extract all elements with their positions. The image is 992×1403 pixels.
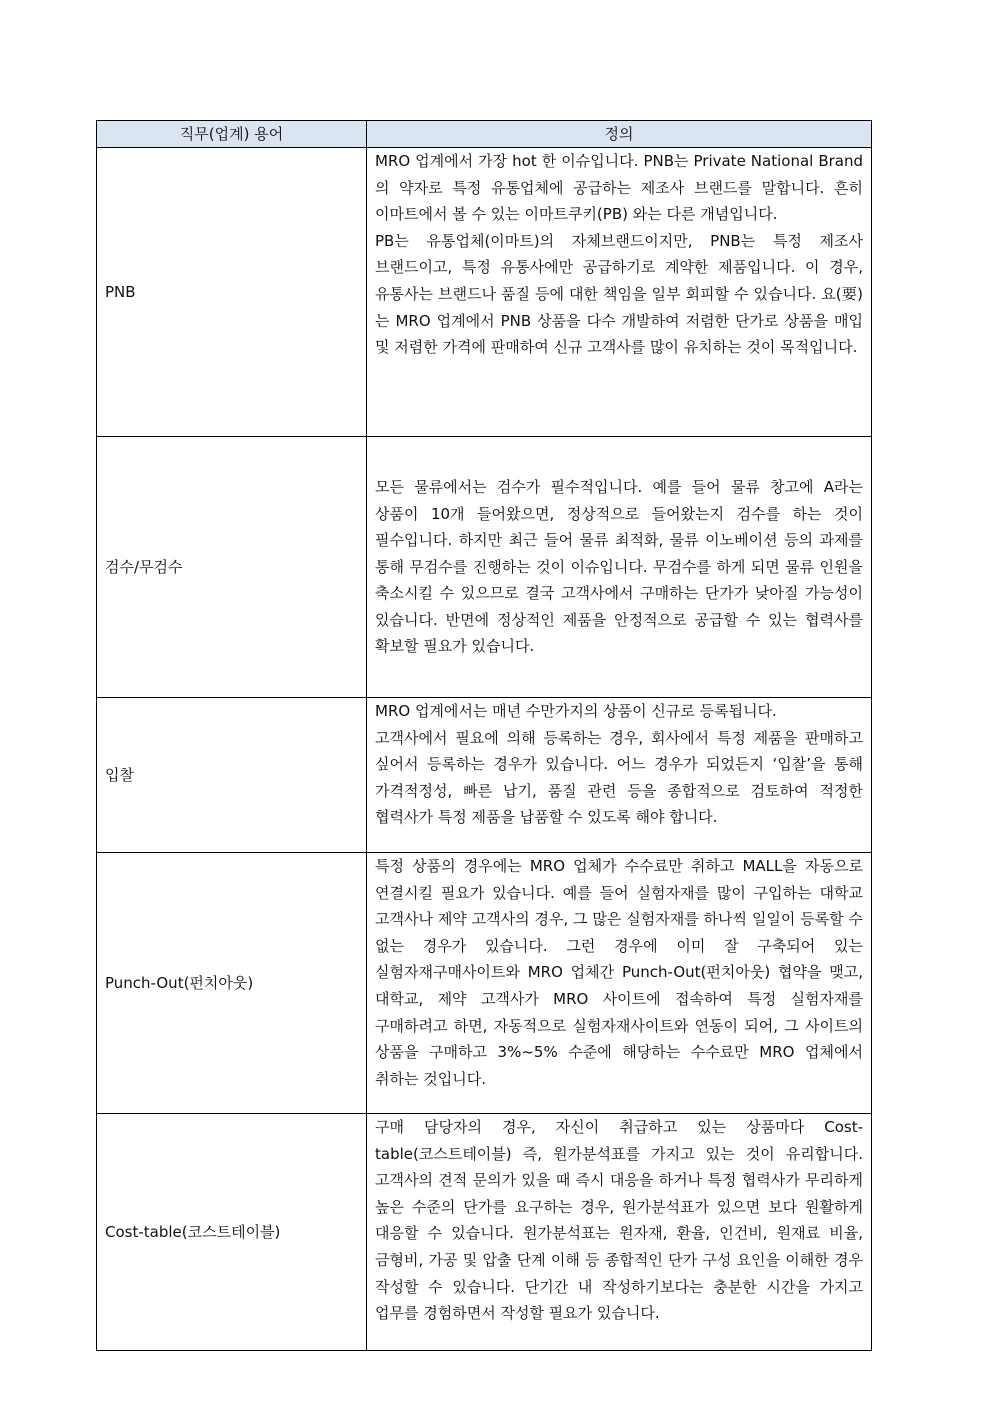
definition-cell (367, 853, 872, 1114)
definition-paragraph: 특정 상품의 경우에는 MRO 업체가 수수료만 취하고 MALL을 자동으로 연결시킬 필요가 있습니다. 예를 들어 실험자재를 많이 구입하는 대학교 고객사나 제약 고객사의 경우, 그 많은 실험자재를 하나씩 일일이 등록할 수 없는 경우가 있습니다. 그런 경우에 이미 잘 구축되어 있는 실험자재구매사이트와 MRO 업체간 Punch-Out(펀치아웃) 협약을 맺고, 대학교, 제약 고객사가 MRO 사이트에 접속하여 특정 실험자재를 구매하려고 하면, 자동적으로 실험자재사이트와 연동이 되어, 그 사이트의 상품을 구매하고 3%~5% 수준에 해당하는 수수료만 MRO 업체에서 취하는 것입니다. (375, 857, 863, 1088)
term-cell: 입찰 (97, 698, 367, 853)
table-row (97, 148, 872, 437)
definition-paragraph: 모든 물류에서는 검수가 필수적입니다. 예를 들어 물류 창고에 A라는 상품이 10개 들어왔으면, 정상적으로 들어왔는지 검수를 하는 것이 필수입니다. 하지만 최근 들어 물류 최적화, 물류 이노베이션 등의 과제를 통해 무검수를 진행하는 것이 이슈입니다. 무검수를 하게 되면 물류 인원을 축소시킬 수 있으므로 결국 고객사에서 구매하는 단가가 낮아질 가능성이 있습니다. 반면에 정상적인 제품을 안정적으로 공급할 수 있는 협력사를 확보할 필요가 있습니다. (375, 477, 863, 656)
table-row (97, 1114, 872, 1351)
definition-paragraph: MRO 업계에서는 매년 수만가지의 상품이 신규로 등록됩니다. (375, 702, 777, 720)
definition-cell (367, 148, 872, 437)
header-term: 직무(업계) 용어 (97, 121, 367, 148)
term-cell: Punch-Out(펀치아웃) (97, 853, 367, 1114)
table-row (97, 853, 872, 1114)
term-cell: PNB (97, 148, 367, 437)
definition-paragraph: PB는 유통업체(이마트)의 자체브랜드이지만, PNB는 특정 제조사 브랜드이고, 특정 유통사에만 공급하기로 계약한 제품입니다. 이 경우, 유통사는 브랜드나 품질 등에 대한 책임을 일부 회피할 수 있습니다. 요(要)는 MRO 업계에서 PNB 상품을 다수 개발하여 저렴한 단가로 상품을 매입 및 저렴한 가격에 판매하여 신규 고객사를 많이 유치하는 것이 목적입니다. (375, 231, 863, 357)
table-row (97, 698, 872, 853)
term-cell: 검수/무검수 (97, 437, 367, 698)
definition-cell (367, 698, 872, 853)
definition-paragraph: MRO 업계에서 가장 hot 한 이슈입니다. PNB는 Private National Brand 의 약자로 특정 유통업체에 공급하는 제조사 브랜드를 말합니다. 흔히 이마트에서 볼 수 있는 이마트쿠키(PB) 와는 다른 개념입니다. (375, 152, 863, 224)
term-cell: Cost-table(코스트테이블) (97, 1114, 367, 1351)
definition-paragraph: 구매 담당자의 경우, 자신이 취급하고 있는 상품마다 Cost-table(코스트테이블) 즉, 원가분석표를 가지고 있는 것이 유리합니다. 고객사의 견적 문의가 있을 때 즉시 대응을 하거나 특정 협력사가 무리하게 높은 수준의 단가를 요구하는 경우, 원가분석표가 있으면 보다 원활하게 대응할 수 있습니다. 원가분석표는 원자재, 환율, 인건비, 원재료 비율, 금형비, 가공 및 압출 단계 이해 등 종합적인 단가 구성 요인을 이해한 경우 작성할 수 있습니다. 단기간 내 작성하기보다는 충분한 시간을 가지고 업무를 경험하면서 작성할 필요가 있습니다. (375, 1118, 863, 1323)
header-definition: 정의 (367, 121, 872, 148)
glossary-table (96, 120, 872, 1351)
definition-cell (367, 1114, 872, 1351)
table-header-row (97, 121, 872, 148)
table-row (97, 437, 872, 698)
definition-paragraph: 고객사에서 필요에 의해 등록하는 경우, 회사에서 특정 제품을 판매하고 싶어서 등록하는 경우가 있습니다. 어느 경우가 되었든지 ‘입찰’을 통해 가격적정성, 빠른 납기, 품질 관련 등을 종합적으로 검토하여 적정한 협력사가 특정 제품을 납품할 수 있도록 해야 합니다. (375, 728, 863, 827)
definition-cell (367, 437, 872, 698)
